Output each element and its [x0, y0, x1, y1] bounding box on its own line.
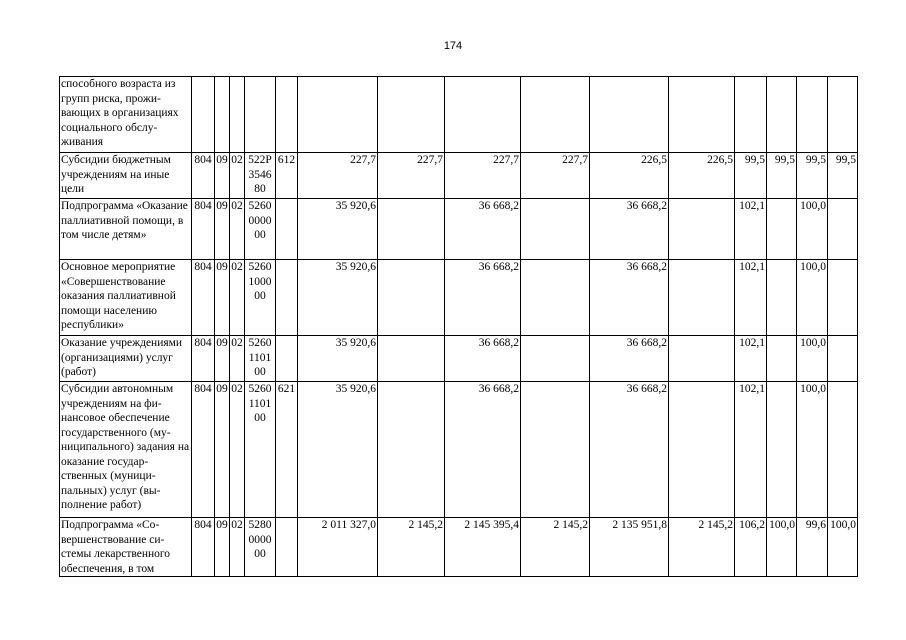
table-row [60, 199, 858, 260]
percent-cell-1: 106,2 [735, 518, 767, 577]
percent-cell-1: 102,1 [735, 199, 767, 260]
ved-code-cell [192, 77, 215, 153]
value-cell-1: 35 920,6 [298, 199, 378, 260]
percent-cell-3: 100,0 [797, 199, 828, 260]
value-cell-3: 36 668,2 [445, 336, 521, 382]
target-article-cell: 522Р 3546 80 [245, 153, 276, 199]
ved-code-cell: 804 [192, 518, 215, 577]
expense-type-cell [276, 260, 298, 336]
target-article-cell: 5260 1101 00 [245, 382, 276, 518]
percent-cell-3: 100,0 [797, 382, 828, 518]
value-cell-1: 35 920,6 [298, 260, 378, 336]
value-cell-5: 36 668,2 [590, 260, 669, 336]
subsection-code-cell: 02 [230, 336, 245, 382]
value-cell-4 [521, 77, 590, 153]
percent-cell-1: 102,1 [735, 382, 767, 518]
percent-cell-4: 100,0 [828, 518, 858, 577]
value-cell-2: 227,7 [378, 153, 445, 199]
value-cell-2 [378, 382, 445, 518]
percent-cell-4 [828, 336, 858, 382]
row-name-cell: Оказание учреждениями (организациями) услуг (работ) [60, 336, 192, 382]
section-code-cell: 09 [215, 382, 230, 518]
value-cell-2 [378, 77, 445, 153]
value-cell-1: 2 011 327,0 [298, 518, 378, 577]
subsection-code-cell [230, 77, 245, 153]
value-cell-1: 35 920,6 [298, 382, 378, 518]
value-cell-4 [521, 382, 590, 518]
percent-cell-1: 102,1 [735, 336, 767, 382]
table-row [60, 77, 858, 153]
value-cell-4 [521, 336, 590, 382]
value-cell-4: 227,7 [521, 153, 590, 199]
row-name-cell: Субсидии автономным учреждениям на финансовое обеспечение государственного (муниципального) задания на оказание государственных (муниципальных) услуг (выполнение работ) [60, 382, 192, 518]
table-row [60, 336, 858, 382]
value-cell-1 [298, 77, 378, 153]
table-row [60, 153, 858, 199]
percent-cell-4 [828, 77, 858, 153]
percent-cell-4 [828, 199, 858, 260]
section-code-cell: 09 [215, 153, 230, 199]
percent-cell-3: 100,0 [797, 336, 828, 382]
expense-type-cell [276, 336, 298, 382]
row-name-cell: Подпрограмма «Оказание паллиативной помощи, в том числе детям» [60, 199, 192, 260]
row-name-cell: способного возраста из групп риска, проживающих в организациях социального обслуживания [60, 77, 192, 153]
value-cell-3: 36 668,2 [445, 199, 521, 260]
value-cell-4 [521, 199, 590, 260]
target-article-cell: 5280 0000 00 [245, 518, 276, 577]
value-cell-5: 226,5 [590, 153, 669, 199]
percent-cell-2 [767, 336, 797, 382]
ved-code-cell: 804 [192, 199, 215, 260]
value-cell-2: 2 145,2 [378, 518, 445, 577]
table-row [60, 260, 858, 336]
value-cell-4 [521, 260, 590, 336]
target-article-cell [245, 77, 276, 153]
budget-execution-table [59, 76, 858, 577]
row-name-cell: Основное мероприятие «Совершенствование оказания паллиативной помощи населению республики» [60, 260, 192, 336]
value-cell-6 [669, 382, 735, 518]
target-article-cell: 5260 1000 00 [245, 260, 276, 336]
table-row [60, 518, 858, 577]
ved-code-cell: 804 [192, 336, 215, 382]
value-cell-3: 36 668,2 [445, 260, 521, 336]
ved-code-cell: 804 [192, 260, 215, 336]
expense-type-cell [276, 199, 298, 260]
value-cell-6 [669, 260, 735, 336]
value-cell-2 [378, 260, 445, 336]
row-name-cell: Субсидии бюджетным учреждениям на иные цели [60, 153, 192, 199]
percent-cell-2: 100,0 [767, 518, 797, 577]
section-code-cell: 09 [215, 518, 230, 577]
value-cell-4: 2 145,2 [521, 518, 590, 577]
percent-cell-2 [767, 77, 797, 153]
percent-cell-1: 102,1 [735, 260, 767, 336]
row-name-cell: Подпрограмма «Совершенствование системы лекарственного обеспечения, в том [60, 518, 192, 577]
value-cell-1: 35 920,6 [298, 336, 378, 382]
expense-type-cell: 612 [276, 153, 298, 199]
value-cell-6 [669, 77, 735, 153]
section-code-cell [215, 77, 230, 153]
value-cell-5: 36 668,2 [590, 336, 669, 382]
percent-cell-2 [767, 382, 797, 518]
target-article-cell: 5260 1101 00 [245, 336, 276, 382]
target-article-cell: 5260 0000 00 [245, 199, 276, 260]
table-row [60, 382, 858, 518]
value-cell-2 [378, 336, 445, 382]
subsection-code-cell: 02 [230, 518, 245, 577]
expense-type-cell: 621 [276, 382, 298, 518]
ved-code-cell: 804 [192, 382, 215, 518]
percent-cell-1 [735, 77, 767, 153]
value-cell-6: 226,5 [669, 153, 735, 199]
percent-cell-2 [767, 260, 797, 336]
value-cell-5 [590, 77, 669, 153]
value-cell-1: 227,7 [298, 153, 378, 199]
subsection-code-cell: 02 [230, 199, 245, 260]
section-code-cell: 09 [215, 260, 230, 336]
subsection-code-cell: 02 [230, 153, 245, 199]
value-cell-3: 2 145 395,4 [445, 518, 521, 577]
subsection-code-cell: 02 [230, 382, 245, 518]
percent-cell-2 [767, 199, 797, 260]
value-cell-2 [378, 199, 445, 260]
percent-cell-3: 100,0 [797, 260, 828, 336]
percent-cell-1: 99,5 [735, 153, 767, 199]
expense-type-cell [276, 77, 298, 153]
section-code-cell: 09 [215, 336, 230, 382]
section-code-cell: 09 [215, 199, 230, 260]
percent-cell-4 [828, 382, 858, 518]
percent-cell-3: 99,6 [797, 518, 828, 577]
value-cell-5: 36 668,2 [590, 382, 669, 518]
ved-code-cell: 804 [192, 153, 215, 199]
value-cell-3: 227,7 [445, 153, 521, 199]
value-cell-5: 36 668,2 [590, 199, 669, 260]
value-cell-6: 2 145,2 [669, 518, 735, 577]
subsection-code-cell: 02 [230, 260, 245, 336]
page-number: 174 [443, 40, 463, 52]
table-body [60, 77, 858, 577]
value-cell-5: 2 135 951,8 [590, 518, 669, 577]
percent-cell-3 [797, 77, 828, 153]
expense-type-cell [276, 518, 298, 577]
value-cell-6 [669, 336, 735, 382]
value-cell-6 [669, 199, 735, 260]
percent-cell-3: 99,5 [797, 153, 828, 199]
value-cell-3: 36 668,2 [445, 382, 521, 518]
percent-cell-4 [828, 260, 858, 336]
percent-cell-4: 99,5 [828, 153, 858, 199]
percent-cell-2: 99,5 [767, 153, 797, 199]
value-cell-3 [445, 77, 521, 153]
